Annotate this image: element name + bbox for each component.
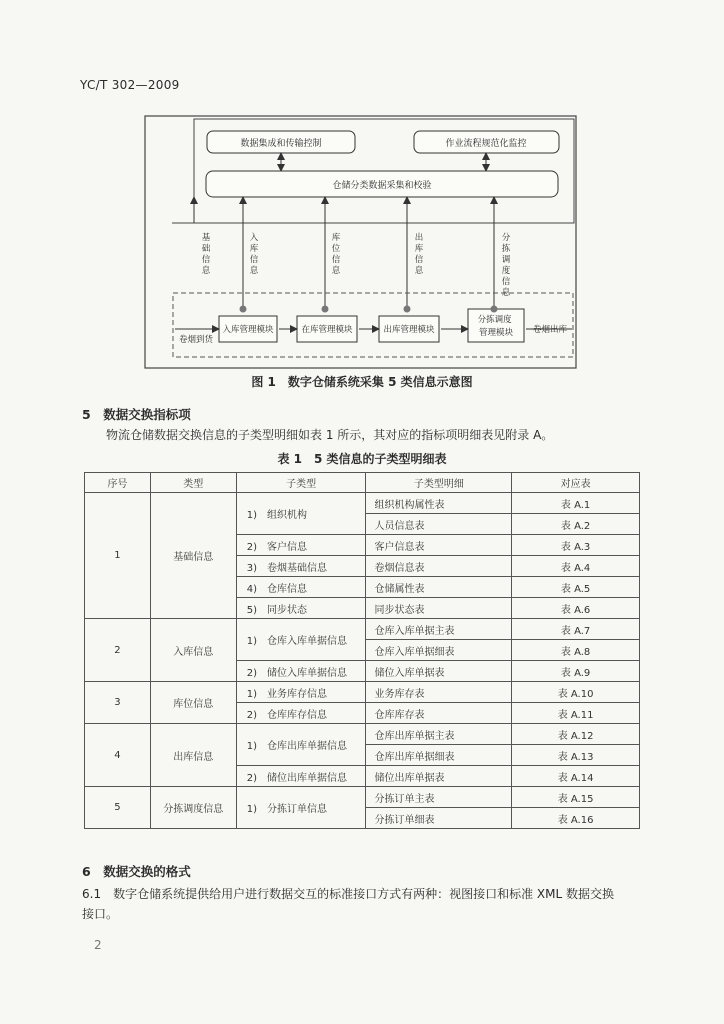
- table-row: [85, 493, 640, 514]
- collection-bar-label: 仓储分类数据采集和校验: [332, 181, 432, 191]
- section-5-paragraph: 物流仓储数据交换信息的子类型明细如表 1 所示，其对应的指标项明细表见附录 A。: [106, 428, 554, 442]
- table-header-row: [85, 473, 640, 493]
- cell-subtype-detail: 仓库出库单据主表: [366, 724, 512, 745]
- cell-ref-table: 表 A.5: [512, 577, 640, 598]
- header-subtype: 子类型: [236, 473, 366, 493]
- cell-ref-table: 表 A.4: [512, 556, 640, 577]
- cell-subtype: 2) 仓库库存信息: [236, 703, 366, 724]
- table-row: [85, 724, 640, 745]
- cell-ref-table: 表 A.2: [512, 514, 640, 535]
- cell-ref-table: 表 A.1: [512, 493, 640, 514]
- cell-subtype: 4) 仓库信息: [236, 577, 366, 598]
- cell-subtype: 3) 卷烟基础信息: [236, 556, 366, 577]
- cell-subtype-detail: 储位出库单据表: [366, 766, 512, 787]
- integration-box-label: 数据集成和传输控制: [240, 139, 322, 149]
- cigarette-outbound-label: 卷烟出库: [532, 325, 568, 335]
- cell-type: 分拣调度信息: [150, 787, 236, 829]
- standard-code: YC/T 302—2009: [80, 78, 180, 92]
- figure-diagram: [0, 0, 724, 400]
- header-no: 序号: [85, 473, 151, 493]
- cell-ref-table: 表 A.14: [512, 766, 640, 787]
- cell-ref-table: 表 A.16: [512, 808, 640, 829]
- header-type: 类型: [150, 473, 236, 493]
- cell-subtype-detail: 客户信息表: [366, 535, 512, 556]
- cell-subtype: 1) 仓库出库单据信息: [236, 724, 366, 766]
- table-body: [85, 493, 640, 829]
- cell-subtype-detail: 仓库入库单据主表: [366, 619, 512, 640]
- module-stock-label: 在库管理模块: [301, 325, 353, 335]
- monitor-box-label: 作业流程规范化监控: [445, 139, 527, 149]
- info-label: 入库信息: [249, 233, 259, 276]
- cigarette-arrival-label: 卷烟到货: [178, 335, 214, 345]
- cell-subtype: 1) 仓库入库单据信息: [236, 619, 366, 661]
- cell-subtype: 1) 分拣订单信息: [236, 787, 366, 829]
- cell-subtype-detail: 分拣订单主表: [366, 787, 512, 808]
- cell-subtype-detail: 卷烟信息表: [366, 556, 512, 577]
- cell-ref-table: 表 A.9: [512, 661, 640, 682]
- cell-subtype: 2) 客户信息: [236, 535, 366, 556]
- subtype-table: [84, 472, 640, 829]
- section-5-heading: 5 数据交换指标项: [82, 407, 191, 422]
- cell-ref-table: 表 A.13: [512, 745, 640, 766]
- info-label: 出库信息: [414, 233, 424, 276]
- cell-no: 5: [85, 787, 151, 829]
- cell-ref-table: 表 A.6: [512, 598, 640, 619]
- table-row: [85, 787, 640, 808]
- cell-type: 基础信息: [150, 493, 236, 619]
- cell-subtype: 1) 组织机构: [236, 493, 366, 535]
- info-label: 库位信息: [331, 233, 341, 276]
- section-6-1-line2: 接口。: [82, 907, 119, 921]
- cell-type: 库位信息: [150, 682, 236, 724]
- cell-subtype-detail: 仓库入库单据细表: [366, 640, 512, 661]
- cell-subtype-detail: 人员信息表: [366, 514, 512, 535]
- cell-no: 4: [85, 724, 151, 787]
- cell-ref-table: 表 A.10: [512, 682, 640, 703]
- cell-subtype-detail: 组织机构属性表: [366, 493, 512, 514]
- cell-ref-table: 表 A.15: [512, 787, 640, 808]
- table-row: [85, 619, 640, 640]
- cell-subtype: 2) 储位出库单据信息: [236, 766, 366, 787]
- cell-ref-table: 表 A.7: [512, 619, 640, 640]
- cell-no: 2: [85, 619, 151, 682]
- module-outbound-label: 出库管理模块: [383, 325, 435, 335]
- cell-ref-table: 表 A.8: [512, 640, 640, 661]
- cell-subtype-detail: 业务库存表: [366, 682, 512, 703]
- system-diagram-svg: [0, 0, 724, 400]
- module-inbound-label: 入库管理模块: [222, 325, 274, 335]
- page-number: 2: [94, 938, 102, 952]
- cell-subtype: 1) 业务库存信息: [236, 682, 366, 703]
- cell-ref-table: 表 A.3: [512, 535, 640, 556]
- cell-type: 入库信息: [150, 619, 236, 682]
- info-label: 基础信息: [201, 233, 211, 276]
- cell-no: 3: [85, 682, 151, 724]
- cell-ref-table: 表 A.12: [512, 724, 640, 745]
- cell-subtype-detail: 仓库出库单据细表: [366, 745, 512, 766]
- cell-ref-table: 表 A.11: [512, 703, 640, 724]
- cell-subtype-detail: 储位入库单据表: [366, 661, 512, 682]
- section-6-heading: 6 数据交换的格式: [82, 864, 191, 879]
- cell-subtype-detail: 仓库库存表: [366, 703, 512, 724]
- table-caption: 表 1 5 类信息的子类型明细表: [277, 452, 447, 466]
- cell-subtype-detail: 仓储属性表: [366, 577, 512, 598]
- figure-caption: 图 1 数字仓储系统采集 5 类信息示意图: [251, 375, 473, 389]
- section-6-1-line1: 6.1 数字仓储系统提供给用户进行数据交互的标准接口方式有两种：视图接口和标准 XML 数据交换: [82, 887, 614, 901]
- header-ref-table: 对应表: [512, 473, 640, 493]
- module-sorting-label: 分拣调度 管理模块: [477, 315, 514, 338]
- cell-no: 1: [85, 493, 151, 619]
- cell-subtype-detail: 同步状态表: [366, 598, 512, 619]
- header-subtype-detail: 子类型明细: [366, 473, 512, 493]
- cell-type: 出库信息: [150, 724, 236, 787]
- cell-subtype: 2) 储位入库单据信息: [236, 661, 366, 682]
- cell-subtype-detail: 分拣订单细表: [366, 808, 512, 829]
- info-label: 分拣调度信息: [501, 233, 511, 298]
- cell-subtype: 5) 同步状态: [236, 598, 366, 619]
- table-row: [85, 682, 640, 703]
